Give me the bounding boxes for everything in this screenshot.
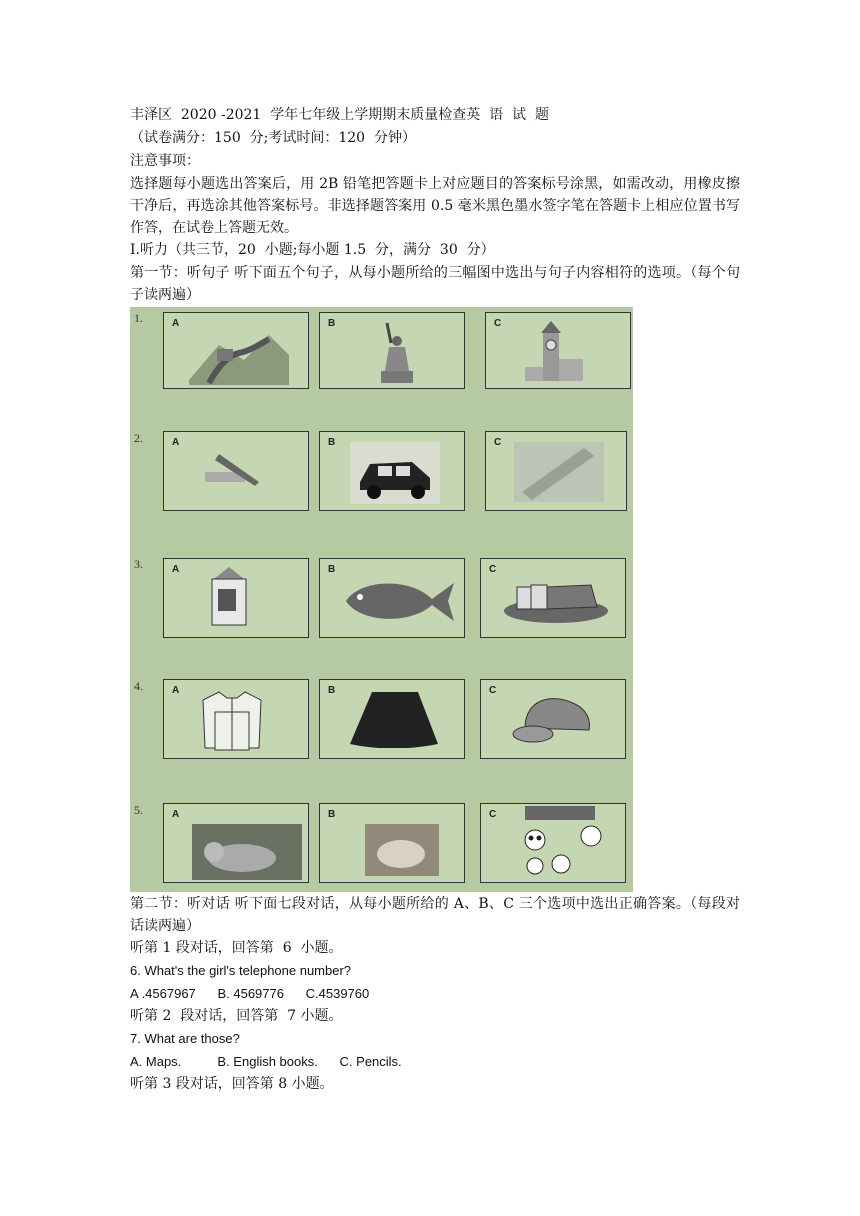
question-number: 1. — [134, 311, 143, 325]
part1-instructions: 第一节：听句子 听下面五个句子，从每小题所给的三幅图中选出与句子内容相符的选项。（每个句子读两遍） — [130, 265, 740, 303]
shirt-icon — [199, 688, 265, 754]
option-label: C — [494, 437, 502, 448]
part2-instructions: 第二节：听对话 听下面七段对话，从每小题所给的 A、B、C 三个选项中选出正确答案。（每段对话读两遍） — [130, 896, 740, 934]
statue-of-liberty-icon — [375, 321, 425, 385]
option-box — [485, 431, 627, 511]
section1-heading: I.听力（共三节，20 小题;每小题 1.5 分，满分 30 分） — [130, 242, 495, 258]
option-box — [163, 431, 309, 511]
cap-icon — [511, 688, 597, 750]
dialogue-3-intro: 听第 3 段对话，回答第 8 小题。 — [130, 1076, 334, 1092]
option-box — [319, 558, 465, 638]
great-wall-icon — [189, 325, 289, 385]
option-label: A — [172, 437, 180, 448]
question-number: 3. — [134, 557, 143, 571]
notice-body: 选择题每小题选出答案后，用 2B 铅笔把答题卡上对应题目的答案标号涂黑，如需改动，用橡皮擦干净后，再选涂其他答案标号。非选择题答案用 0.5 毫米黑色墨水签字笔在答题卡上相应位置书写作答，在试卷上答题无效。 — [130, 176, 740, 236]
question-number: 2. — [134, 431, 143, 445]
option-label: C — [489, 685, 497, 696]
car-icon — [350, 442, 440, 504]
option-label: B — [328, 564, 336, 575]
option-label: A — [172, 318, 180, 329]
question-7-options: A. Maps. B. English books. C. Pencils. — [130, 1053, 402, 1069]
skirt-icon — [348, 690, 440, 748]
option-box — [480, 803, 626, 883]
option-box — [319, 431, 465, 511]
bread-icon — [501, 579, 611, 625]
option-label: C — [494, 318, 502, 329]
tiger-icon — [192, 824, 302, 880]
exam-title: 丰泽区 2020 -2021 学年七年级上学期期末质量检查英 语 试 题 — [130, 107, 549, 123]
big-ben-icon — [521, 319, 591, 385]
knife-icon — [199, 452, 289, 502]
option-label: B — [328, 437, 336, 448]
question-number: 4. — [134, 679, 143, 693]
question-6: 6. What's the girl's telephone number? — [130, 963, 352, 978]
question-7: 7. What are those? — [130, 1031, 240, 1046]
exam-subtitle: （试卷满分：150 分;考试时间：120 分钟） — [130, 130, 416, 146]
option-label: B — [328, 685, 336, 696]
option-label: B — [328, 809, 336, 820]
option-label: C — [489, 564, 497, 575]
option-box — [319, 679, 465, 759]
option-box — [480, 679, 626, 759]
pandas-icon — [511, 806, 611, 878]
fish-icon — [340, 573, 458, 629]
document-bottom — [130, 893, 740, 1096]
picture-questions-figure — [130, 307, 633, 892]
dialogue-2-intro: 听第 2 段对话，回答第 7 小题。 — [130, 1008, 343, 1024]
question-number: 5. — [134, 803, 143, 817]
option-label: B — [328, 318, 336, 329]
chicken-icon — [365, 824, 439, 876]
dialogue-1-intro: 听第 1 段对话，回答第 6 小题。 — [130, 940, 343, 956]
option-box — [163, 312, 309, 389]
option-label: A — [172, 809, 180, 820]
ruler-icon — [514, 442, 604, 502]
milk-carton-icon — [204, 565, 264, 631]
document-top — [130, 104, 740, 306]
option-box — [319, 803, 465, 883]
option-box — [480, 558, 626, 638]
question-6-options: A .4567967 B. 4569776 C.4539760 — [130, 985, 370, 1001]
option-box — [163, 679, 309, 759]
option-box — [163, 558, 309, 638]
notice-heading: 注意事项： — [130, 153, 200, 169]
option-box — [319, 312, 465, 389]
option-box — [485, 312, 631, 389]
option-box — [163, 803, 309, 883]
option-label: A — [172, 685, 180, 696]
option-label: C — [489, 809, 497, 820]
option-label: A — [172, 564, 180, 575]
